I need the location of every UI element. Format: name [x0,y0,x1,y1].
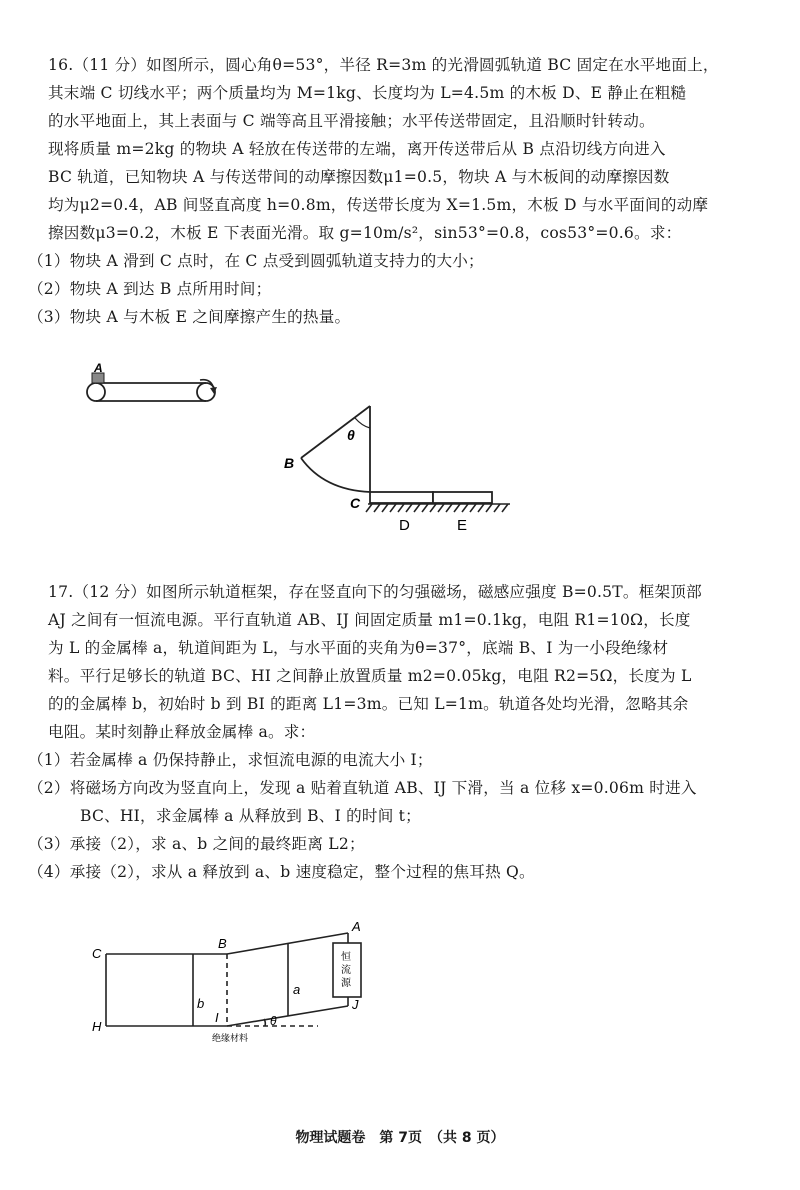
arc-track [301,406,370,492]
q17-line-1: 17.（12 分）如图所示轨道框架，存在竖直向下的匀强磁场，磁感应强度 B=0.5T。框架顶部 [48,583,702,601]
board-e-label: E [457,517,468,534]
label-h: H [92,1019,102,1034]
label-i: I [215,1010,219,1025]
q16-line-6: 均为μ2=0.4，AB 间竖直高度 h=0.8m，传送带长度为 X=1.5m，木板 D 与水平面间的动摩 [48,196,709,214]
angle-theta-label: θ [347,427,355,443]
q17-figure [0,915,800,1055]
insulator-label: 绝缘材料 [212,1033,249,1043]
q17-part-4: （4）承接（2），求从 a 释放到 a、b 速度稳定，整个过程的焦耳热 Q。 [28,863,535,881]
q16-line-7: 擦因数μ3=0.2，木板 E 下表面光滑。取 g=10m/s²，sin53°=0.8，cos53°=0.6。求： [48,224,682,242]
q17-part-2: （2）将磁场方向改为竖直向上，发现 a 贴着直轨道 AB、IJ 下滑，当 a 位移 x=0.06m 时进入 [28,779,697,797]
q16-line-2: 其末端 C 切线水平；两个质量均为 M=1kg、长度均为 L=4.5m 的木板 D、E 静止在粗糙 [48,84,687,102]
q17-part-1: （1）若金属棒 a 仍保持静止，求恒流电源的电流大小 I； [28,751,433,769]
label-j: J [352,997,359,1012]
q16-line-4: 现将质量 m=2kg 的物块 A 轻放在传送带的左端，离开传送带后从 B 点沿切线方向进入 [48,140,666,158]
q17-part-2-cont: BC、HI，求金属棒 a 从释放到 B、I 的时间 t； [80,807,421,825]
q16-part-1: （1）物块 A 滑到 C 点时，在 C 点受到圆弧轨道支持力的大小； [28,252,484,270]
angle-arc [355,418,370,428]
q16-part-3: （3）物块 A 与木板 E 之间摩擦产生的热量。 [28,308,351,326]
q17-line-6: 电阻。某时刻静止释放金属棒 a。求： [48,723,316,741]
rod-a-label: a [293,982,301,997]
source-label-2: 流 [341,965,351,976]
point-c-label: C [350,495,361,511]
label-a-point: A [352,919,361,934]
angle-theta-label-2: θ [270,1014,277,1028]
page-footer: 物理试题卷 第 7页 （共 8 页） [295,1130,505,1146]
q16-line-5: BC 轨道，已知物块 A 与传送带间的动摩擦因数μ1=0.5，物块 A 与木板间的动摩擦因数 [48,168,670,186]
q17-line-2: AJ 之间有一恒流电源。平行直轨道 AB、IJ 间固定质量 m1=0.1kg，电阻 R1=10Ω，长度 [48,611,691,629]
conveyor-belt [87,383,215,401]
q16-figure [0,358,800,558]
label-c: C [92,946,102,961]
q17-line-5: 的的金属棒 b，初始时 b 到 BI 的距离 L1=3m。已知 L=1m。轨道各处均光滑，忽略其余 [48,695,689,713]
point-b-label: B [284,455,295,471]
boards [370,492,492,503]
ground [366,504,510,512]
q16-line-3: 的水平地面上，其上表面与 C 端等高且平滑接触；水平传送带固定，且沿顺时针转动。 [48,112,655,130]
q17-line-3: 为 L 的金属棒 a，轨道间距为 L，与水平面的夹角为θ=37°，底端 B、I 为一小段绝缘材 [48,639,669,657]
source-label-1: 恒 [341,952,351,963]
rod-b-label: b [197,996,205,1011]
source-label-3: 源 [341,978,351,989]
q17-part-3: （3）承接（2），求 a、b 之间的最终距离 L2； [28,835,365,853]
board-d-label: D [399,517,410,534]
block-a-label: A [94,361,103,375]
q17-line-4: 料。平行足够长的轨道 BC、HI 之间静止放置质量 m2=0.05kg，电阻 R2=5Ω，长度为 L [48,667,692,685]
q16-line-1: 16.（11 分）如图所示，圆心角θ=53°，半径 R=3m 的光滑圆弧轨道 BC 固定在水平地面上， [48,56,719,74]
label-b-point: B [218,936,227,951]
q16-part-2: （2）物块 A 到达 B 点所用时间； [28,280,272,298]
